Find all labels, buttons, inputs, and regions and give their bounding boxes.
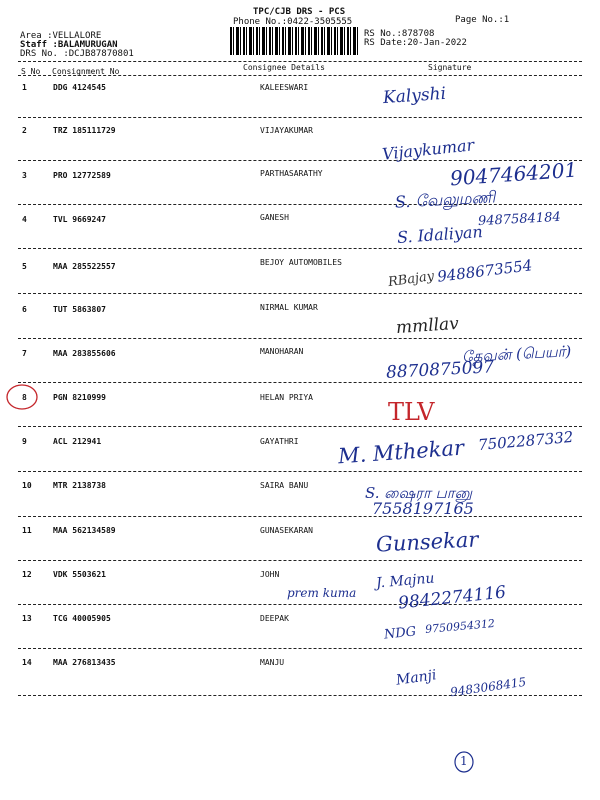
signature-5: RBajay — [387, 268, 436, 291]
row-divider — [18, 338, 582, 339]
row-sno: 6 — [22, 305, 27, 314]
col-header-consignee: Consignee Details — [243, 63, 325, 72]
row-divider — [18, 648, 582, 649]
signature-12-name: J. Majnu — [375, 570, 436, 592]
row-consignment: MAA 283855606 — [53, 349, 116, 358]
signature-14: Manji — [395, 667, 438, 689]
divider — [18, 75, 582, 76]
row-consignment: MAA 285522557 — [53, 262, 116, 271]
rs-number: RS No.:878708 — [364, 29, 435, 39]
staff-label: Staff :BALAMURUGAN — [20, 40, 118, 50]
signature-10-name: S. ஷைரா பானு — [365, 484, 473, 502]
row-consignee: PARTHASARATHY — [260, 169, 323, 178]
row-divider — [18, 471, 582, 472]
page-number: Page No.:1 — [455, 15, 510, 25]
row-sno: 10 — [22, 481, 32, 490]
row-consignment: VDK 5503621 — [53, 570, 106, 579]
row-consignee: MANJU — [260, 658, 285, 667]
row-consignee: JOHN — [260, 570, 280, 579]
signature-6: mmllav — [395, 313, 460, 339]
phone-5: 9488673554 — [436, 256, 534, 286]
row-consignee: DEEPAK — [260, 614, 289, 623]
row-sno: 11 — [22, 526, 32, 535]
row-sno: 7 — [22, 349, 27, 358]
row-consignee: VIJAYAKUMAR — [260, 126, 313, 135]
signature-11: Gunsekar — [375, 527, 479, 557]
signature-2: Vijaykumar — [381, 135, 476, 164]
row-divider — [18, 117, 582, 118]
row-sno: 14 — [22, 658, 32, 667]
row-consignee: HELAN PRIYA — [260, 393, 313, 402]
phone-12: 9842274116 — [397, 582, 507, 614]
row-divider — [18, 293, 582, 294]
signature-4: S. Idaliyan — [396, 222, 484, 247]
row-sno: 5 — [22, 262, 27, 271]
drs-number: DRS No. :DCJB87870801 — [20, 49, 134, 59]
row-divider — [18, 248, 582, 249]
row-sno: 13 — [22, 614, 32, 623]
row-divider — [18, 382, 582, 383]
phone-4: 9487584184 — [477, 209, 562, 230]
row-consignment: TUT 5863807 — [53, 305, 106, 314]
divider — [18, 61, 582, 62]
row-consignment: TVL 9669247 — [53, 215, 106, 224]
row-consignee: NIRMAL KUMAR — [260, 303, 318, 312]
phone-3: 9047464201 — [449, 157, 578, 191]
page-mark: 1 — [460, 754, 468, 768]
phone-9: 7502287332 — [477, 427, 575, 455]
row-consignment: TRZ 185111729 — [53, 126, 116, 135]
row-divider — [18, 204, 582, 205]
row-divider — [18, 560, 582, 561]
row-consignment: DDG 4124545 — [53, 83, 106, 92]
area-label: Area :VELLALORE — [20, 31, 102, 41]
signature-1: Kalyshi — [382, 83, 447, 109]
row-consignment: MAA 562134589 — [53, 526, 116, 535]
row-sno: 9 — [22, 437, 27, 446]
row-divider — [18, 604, 582, 605]
row-consignment: TCG 40005905 — [53, 614, 111, 623]
row-sno: 4 — [22, 215, 27, 224]
row-consignment: PGN 8210999 — [53, 393, 106, 402]
col-header-signature: Signature — [428, 63, 472, 72]
row-consignment: MTR 2138738 — [53, 481, 106, 490]
note-12: prem kuma — [287, 586, 357, 600]
col-header-sno: S No — [21, 67, 41, 76]
signature-9: M. Mthekar — [337, 435, 465, 469]
report-title: TPC/CJB DRS - PCS — [253, 7, 346, 17]
row-divider — [18, 160, 582, 161]
row-consignment: MAA 276813435 — [53, 658, 116, 667]
barcode — [230, 27, 360, 55]
row-divider — [18, 426, 582, 427]
row-consignee: KALEESWARI — [260, 83, 309, 92]
signature-4-name: S. வேலுமணி — [394, 187, 496, 212]
row-consignee: GUNASEKARAN — [260, 526, 313, 535]
row-consignment: ACL 212941 — [53, 437, 102, 446]
col-header-consignment: Consignment No — [52, 67, 120, 76]
phone-14: 9483068415 — [449, 674, 527, 700]
row-sno: 12 — [22, 570, 32, 579]
row-sno: 1 — [22, 83, 27, 92]
row-sno: 3 — [22, 171, 27, 180]
row-consignee: GAYATHRI — [260, 437, 299, 446]
row-sno: 8 — [22, 393, 27, 402]
row-divider — [18, 695, 582, 696]
row-consignment: PRO 12772589 — [53, 171, 111, 180]
row-divider — [18, 516, 582, 517]
row-consignee: SAIRA BANU — [260, 481, 309, 490]
row-consignee: GANESH — [260, 213, 289, 222]
remark-8: TLV — [388, 398, 435, 426]
rs-date: RS Date:20-Jan-2022 — [364, 38, 467, 48]
phone-10: 7558197165 — [372, 499, 474, 518]
phone-13: 9750954312 — [424, 616, 496, 637]
row-consignee: BEJOY AUTOMOBILES — [260, 258, 342, 267]
phone-7: 8870875097 — [385, 357, 495, 383]
signature-7-name: தேவன் (பெயர்) — [461, 342, 572, 366]
phone-number: Phone No.:0422-3505555 — [233, 17, 353, 27]
row-sno: 2 — [22, 126, 27, 135]
row-consignee: MANOHARAN — [260, 347, 304, 356]
signature-13: NDG — [383, 624, 417, 643]
